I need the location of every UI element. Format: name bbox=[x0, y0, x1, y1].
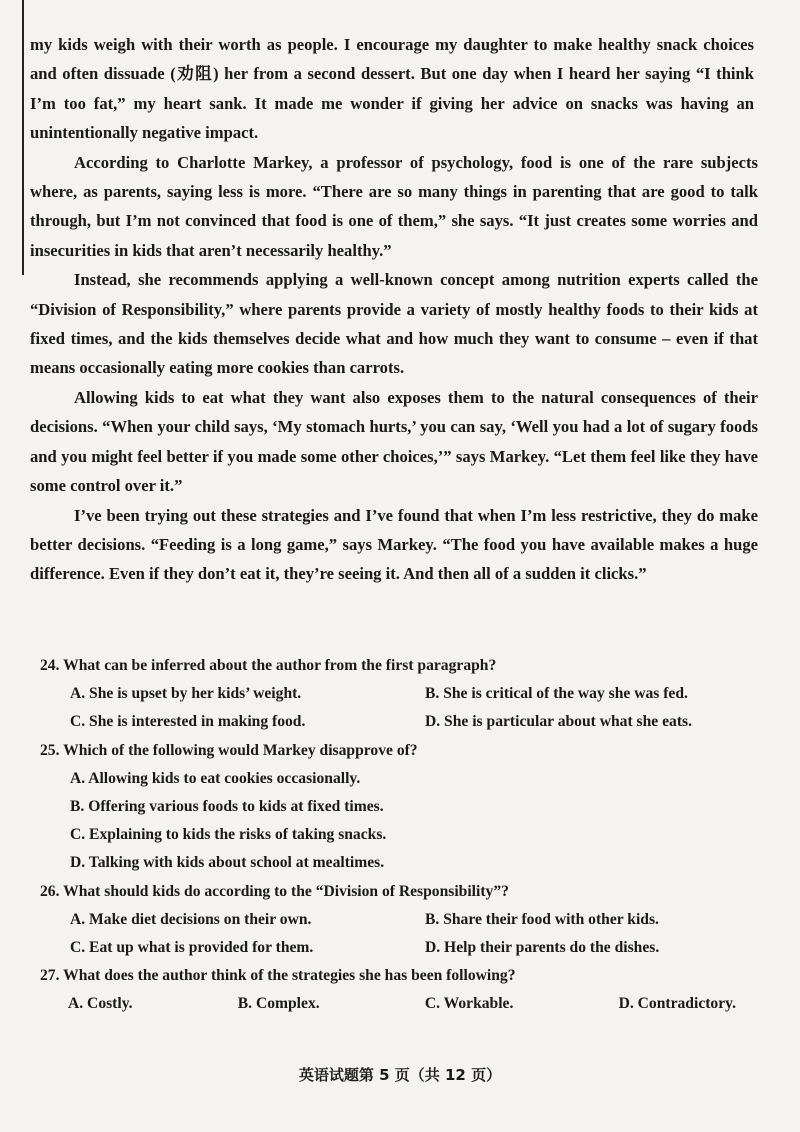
option-c: C. Workable. bbox=[424, 995, 514, 1013]
question-list bbox=[40, 652, 760, 1019]
option-c: C. Eat up what is provided for them. bbox=[70, 939, 314, 957]
option-b: B. Complex. bbox=[237, 995, 320, 1013]
passage-paragraph-5: I’ve been trying out these strategies and I’ve found that when I’m less restrictive, they do make better decisions. “Feeding is a long game,” says Markey. “The food you have available makes a huge difference. Even if they don’t eat it, they’re seeing it. And then all of a sudden it clicks.” bbox=[30, 505, 758, 584]
passage-paragraph-4: Allowing kids to eat what they want also exposes them to the natural consequences of their decisions. “When your child says, ‘My stomach hurts,’ you can say, ‘Well you had a lot of sugary foods and you might feel better if you made some other choices,’” says Markey. “Let them feel like they have some control over it.” bbox=[30, 387, 758, 496]
question-stem: 26. What should kids do according to the “Division of Responsibility”? bbox=[40, 882, 509, 900]
option-a: A. Make diet decisions on their own. bbox=[70, 910, 312, 928]
option-row bbox=[40, 708, 760, 736]
margin-line bbox=[22, 0, 24, 275]
option-d: D. She is particular about what she eats. bbox=[425, 713, 692, 731]
option-d: D. Talking with kids about school at mealtimes. bbox=[70, 854, 385, 872]
question-27 bbox=[40, 962, 760, 1018]
option-row bbox=[40, 934, 760, 962]
question-stem: 27. What does the author think of the strategies she has been following? bbox=[40, 967, 516, 985]
option-a: A. Allowing kids to eat cookies occasionally. bbox=[70, 769, 361, 787]
passage-paragraph-3: Instead, she recommends applying a well-known concept among nutrition experts called the “Division of Responsibility,” where parents provide a variety of mostly healthy foods to their kids at fixed times, and the kids themselves decide what and how much they want to consume – even if that means occasionally eating more cookies than carrots. bbox=[30, 270, 758, 378]
passage-paragraph-1: my kids weigh with their worth as people. I encourage my daughter to make healthy snack choices and often dissuade (劝阻) her from a second dessert. But one day when I heard her saying “I think I’m too fat,” my heart sank. It made me wonder if giving her advice on snacks was having an unintentionally negative impact. bbox=[30, 35, 754, 143]
option-d: D. Help their parents do the dishes. bbox=[425, 939, 660, 957]
question-24 bbox=[40, 652, 760, 737]
reading-passage bbox=[30, 30, 758, 589]
option-b: B. She is critical of the way she was fed. bbox=[425, 685, 688, 703]
question-stem: 25. Which of the following would Markey disapprove of? bbox=[40, 741, 418, 759]
option-row bbox=[40, 906, 760, 934]
option-a: A. She is upset by her kids’ weight. bbox=[70, 685, 302, 703]
option-b: B. Offering various foods to kids at fixed times. bbox=[70, 798, 384, 816]
question-26 bbox=[40, 878, 760, 963]
option-c: C. She is interested in making food. bbox=[70, 713, 306, 731]
option-d: D. Contradictory. bbox=[618, 995, 736, 1013]
question-stem: 24. What can be inferred about the author from the first paragraph? bbox=[40, 657, 497, 674]
option-c: C. Explaining to kids the risks of taking snacks. bbox=[70, 826, 387, 844]
question-25 bbox=[40, 737, 760, 878]
option-a: A. Costly. bbox=[68, 995, 133, 1013]
page-footer: 英语试题第 5 页（共 12 页） bbox=[298, 1066, 502, 1084]
option-b: B. Share their food with other kids. bbox=[425, 910, 659, 928]
option-row bbox=[40, 990, 760, 1018]
option-row bbox=[40, 680, 760, 708]
passage-paragraph-2: According to Charlotte Markey, a professor of psychology, food is one of the rare subjects where, as parents, saying less is more. “There are so many things in parenting that are good to talk through, but I’m not convinced that food is one of them,” she says. “It just creates some worries and insecurities in kids that aren’t necessarily healthy.” bbox=[30, 152, 758, 260]
